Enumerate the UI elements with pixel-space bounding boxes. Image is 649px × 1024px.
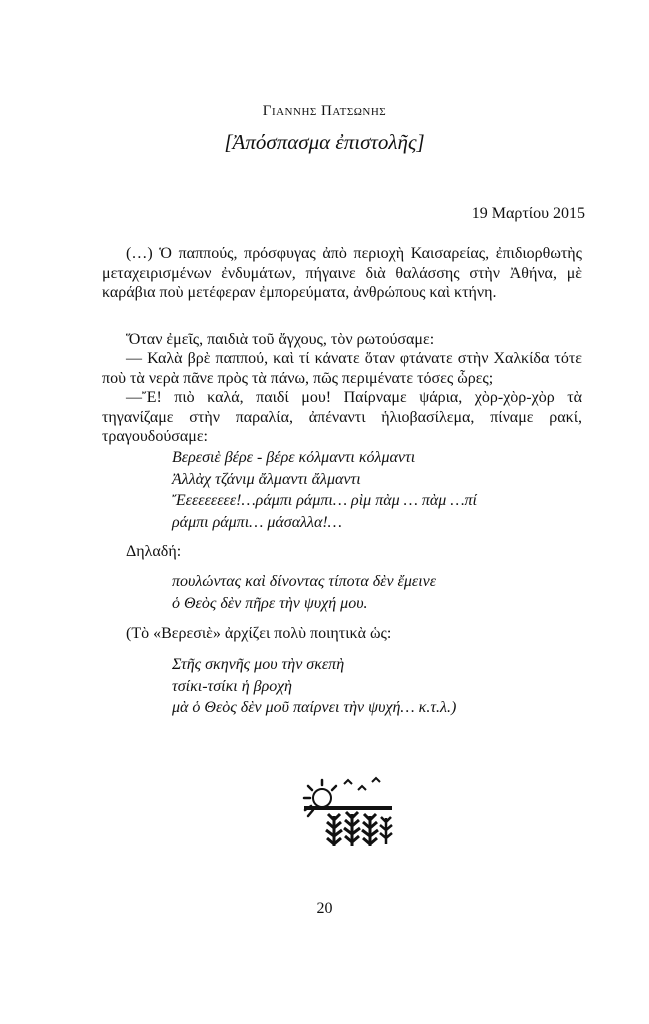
letter-title: [Ἀπόσπασμα ἐπιστολῆς] <box>224 130 425 154</box>
label-meaning: Δηλαδή: <box>126 543 182 560</box>
verse-line: ράμπι ράμπι… μάσαλλα!… <box>172 513 342 531</box>
author-name: Γιαννης Πατσωνης <box>262 103 387 119</box>
verse-line: Στῆς σκηνῆς μου τὴν σκεπὴ <box>172 656 345 673</box>
verse-line: ὁ Θεὸς δὲν πῆρε τὴν ψυχή μου. <box>172 594 368 612</box>
page-number: 20 <box>316 900 333 917</box>
verse-line: πουλώντας καὶ δίνοντας τίποτα δὲν ἔμεινε <box>172 573 437 590</box>
paragraph-answer: —Ἔ! πιὸ καλά, παιδί μου! Παίρναμε ψάρια, χὸρ-χὸρ-χὸρ τὰ τηγανίζαμε στὴν παραλία, ἀπέναντι ἡλιοβασίλεμα, πίναμε ρακί, τραγουδούσαμε: <box>102 389 582 446</box>
verse-line: Βερεσιὲ βέρε - βέρε κόλμαντι κόλμαντι <box>172 449 416 466</box>
letter-date: 19 Μαρτίου 2015 <box>471 205 585 222</box>
verse-meaning <box>172 571 436 614</box>
verse-song <box>172 447 477 533</box>
verse-line: Ἔεεεεεεεε!…ράμπι ράμπι… ρὶμ πὰμ … πὰμ …πί <box>172 492 477 509</box>
label-song-start: (Τὸ «Βερεσιὲ» ἀρχίζει πολὺ ποιητικὰ ὡς: <box>126 625 392 642</box>
paragraph-question: — Καλὰ βρὲ παππού, καὶ τί κάνατε ὅταν φτάνατε στὴν Χαλκίδα τότε ποὺ τὰ νερὰ πᾶνε πρὸς τὰ πάνω, πῶς περιμένατε τόσες ὧρες; <box>102 350 582 387</box>
verse-line: μὰ ὁ Θεὸς δὲν μοῦ παίρνει τὴν ψυχή… κ.τ.λ.) <box>172 699 457 716</box>
verse-song-start <box>172 654 456 719</box>
paragraph-question-intro: Ὅταν ἐμεῖς, παιδιὰ τοῦ ἄγχους, τὸν ρωτούσαμε: <box>126 331 435 348</box>
verse-line: Ἀλλὰχ τζάνιμ ἄλμαντι ἄλμαντι <box>172 470 361 488</box>
paragraph-grandfather <box>102 244 582 303</box>
verse-line: τσίκι-τσίκι ἡ βροχὴ <box>172 677 292 695</box>
paragraph-text: (…) Ὁ παππούς, πρόσφυγας ἀπὸ περιοχὴ Καισαρείας, ἐπιδιορθωτὴς μεταχειρισμένων ἐνδυμάτων, πήγαινε διὰ θαλάσσης στὴν Ἀθήνα, μὲ καράβια ποὺ μετέφεραν ἐμπορεύματα, ἀνθρώπους καὶ κτήνη. <box>102 245 582 302</box>
woodcut-ornament-icon <box>300 776 396 848</box>
